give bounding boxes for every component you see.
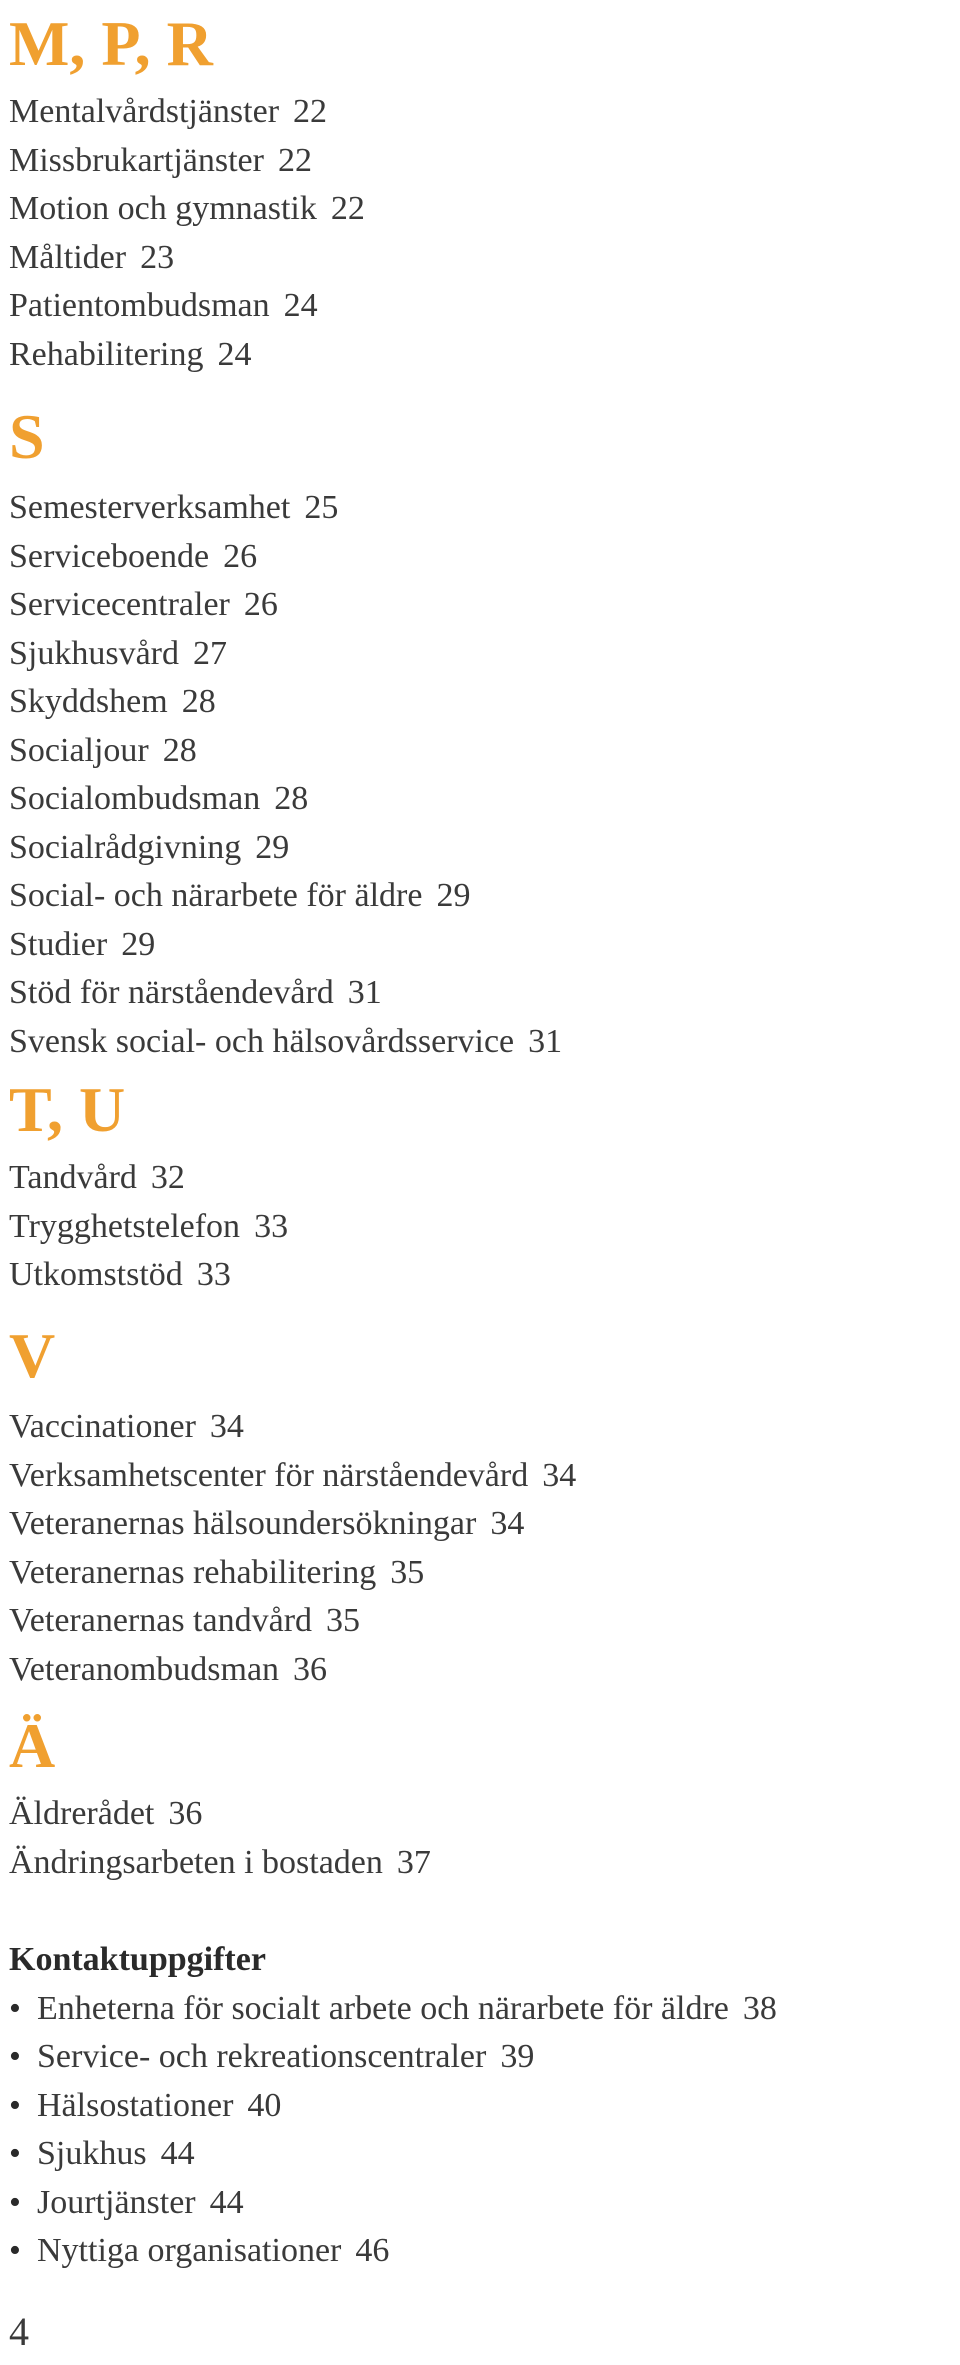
entry-page: 31 [347, 974, 382, 1011]
index-entry[interactable] [9, 775, 562, 824]
contact-item[interactable] [9, 1985, 777, 2034]
contact-item[interactable] [9, 2033, 777, 2082]
entry-label: Servicecentraler [9, 586, 230, 623]
entry-label: Mentalvårdstjänster [9, 93, 280, 130]
index-entry[interactable] [9, 1403, 576, 1452]
entry-page: 29 [436, 877, 471, 914]
contact-item[interactable] [9, 2130, 777, 2179]
index-entry[interactable] [9, 282, 365, 331]
index-entry[interactable] [9, 1203, 288, 1252]
entry-page: 32 [150, 1159, 185, 1196]
section-heading-mpr: M, P, R [9, 8, 213, 79]
section-heading-a-umlaut: Ä [9, 1710, 56, 1781]
index-entry[interactable] [9, 185, 365, 234]
entry-label: Vaccinationer [9, 1408, 196, 1445]
index-entry[interactable] [9, 137, 365, 186]
entry-label: Svensk social- och hälsovårdsservice [9, 1022, 515, 1060]
entry-label: Veteranombudsman [9, 1650, 280, 1688]
entry-label: Rehabilitering [9, 335, 204, 373]
bullet-icon: • [9, 2232, 21, 2269]
entry-page: 27 [193, 634, 227, 672]
entry-page: 37 [396, 1843, 431, 1881]
entry-page: 26 [223, 537, 258, 575]
entry-label: Veteranernas rehabilitering [9, 1553, 377, 1591]
section-heading-s: S [9, 401, 45, 472]
entry-label: Skyddshem [9, 683, 168, 720]
entry-label: Måltider [9, 238, 127, 276]
index-entry[interactable] [9, 484, 562, 533]
entry-page: 23 [140, 238, 175, 276]
entry-page: 28 [162, 731, 197, 769]
index-entry[interactable] [9, 1597, 576, 1646]
section-list-tu [9, 1154, 288, 1300]
index-entry[interactable] [9, 630, 562, 679]
page-number: 4 [9, 2309, 29, 2354]
index-entry[interactable] [9, 1646, 576, 1695]
index-entry[interactable] [9, 872, 562, 921]
index-entry[interactable] [9, 1154, 288, 1203]
contact-item-label: Sjukhus [37, 2135, 147, 2172]
entry-page: 33 [254, 1207, 289, 1245]
entry-label: Äldrerådet [9, 1795, 155, 1832]
entry-page: 22 [293, 93, 328, 130]
entry-label: Missbrukartjänster [9, 141, 264, 179]
entry-page: 36 [293, 1650, 328, 1688]
index-entry[interactable] [9, 727, 562, 776]
section-list-s [9, 484, 562, 1066]
bullet-icon: • [9, 2038, 21, 2075]
entry-label: Socialrådgivning [9, 828, 242, 866]
contact-item-page: 40 [247, 2086, 282, 2124]
section-heading-tu: T, U [9, 1074, 126, 1145]
entry-page: 31 [528, 1022, 563, 1060]
entry-page: 35 [390, 1553, 425, 1591]
index-entry[interactable] [9, 331, 365, 380]
index-entry[interactable] [9, 581, 562, 630]
entry-label: Semesterverksamhet [9, 489, 291, 526]
entry-label: Serviceboende [9, 537, 210, 575]
entry-label: Verksamhetscenter för närståendevård [9, 1456, 529, 1494]
index-entry[interactable] [9, 1251, 288, 1300]
index-entry[interactable] [9, 234, 365, 283]
index-entry[interactable] [9, 1549, 576, 1598]
entry-page: 25 [304, 489, 339, 526]
bullet-icon: • [9, 2183, 21, 2221]
entry-label: Tandvård [9, 1159, 137, 1196]
entry-label: Stöd för närståendevård [9, 974, 334, 1011]
entry-page: 29 [255, 828, 290, 866]
entry-label: Veteranernas hälsoundersökningar [9, 1505, 477, 1542]
entry-page: 29 [121, 925, 156, 963]
contact-item[interactable] [9, 2179, 777, 2228]
entry-label: Motion och gymnastik [9, 190, 317, 227]
index-entry[interactable] [9, 921, 562, 970]
contact-item-label: Hälsostationer [37, 2086, 234, 2124]
entry-label: Ändringsarbeten i bostaden [9, 1843, 383, 1881]
contact-item-label: Enheterna för socialt arbete och närarbete för äldre [37, 1989, 729, 2027]
entry-page: 22 [277, 141, 312, 179]
entry-page: 26 [243, 586, 278, 623]
contact-item[interactable] [9, 2227, 777, 2276]
contact-item-page: 39 [500, 2038, 535, 2075]
index-entry[interactable] [9, 678, 562, 727]
index-entry[interactable] [9, 88, 365, 137]
bullet-icon: • [9, 2135, 21, 2172]
index-entry[interactable] [9, 969, 562, 1018]
section-heading-v: V [9, 1320, 56, 1391]
entry-label: Socialombudsman [9, 780, 261, 817]
index-entry[interactable] [9, 1500, 576, 1549]
section-list-mpr [9, 88, 365, 379]
entry-label: Sjukhusvård [9, 634, 179, 672]
contact-section [9, 1936, 777, 2276]
section-list-v [9, 1403, 576, 1694]
entry-page: 28 [181, 683, 216, 720]
contact-item-page: 38 [742, 1989, 777, 2027]
entry-page: 33 [196, 1256, 231, 1293]
entry-page: 35 [326, 1602, 361, 1639]
index-entry[interactable] [9, 1018, 562, 1067]
entry-page: 24 [283, 287, 318, 324]
contact-item-label: Service- och rekreationscentraler [37, 2038, 487, 2075]
index-entry[interactable] [9, 1839, 431, 1888]
entry-page: 34 [209, 1408, 244, 1445]
contact-item-page: 44 [209, 2183, 244, 2221]
contact-item-page: 44 [160, 2135, 195, 2172]
entry-label: Socialjour [9, 731, 149, 769]
section-list-a-umlaut [9, 1790, 431, 1887]
entry-label: Utkomststöd [9, 1256, 183, 1293]
entry-page: 28 [274, 780, 309, 817]
entry-page: 34 [490, 1505, 525, 1542]
contact-item[interactable] [9, 2082, 777, 2131]
entry-label: Social- och närarbete för äldre [9, 877, 423, 914]
index-entry[interactable] [9, 1790, 431, 1839]
entry-page: 34 [542, 1456, 577, 1494]
index-entry[interactable] [9, 533, 562, 582]
contact-item-label: Jourtjänster [37, 2183, 196, 2221]
entry-label: Patientombudsman [9, 287, 270, 324]
contact-heading: Kontaktuppgifter [9, 1941, 266, 1978]
entry-label: Studier [9, 925, 108, 963]
contact-item-label: Nyttiga organisationer [37, 2232, 342, 2269]
entry-page: 24 [217, 335, 252, 373]
contact-item-page: 46 [355, 2232, 390, 2269]
entry-page: 22 [330, 190, 365, 227]
bullet-icon: • [9, 1989, 21, 2027]
entry-page: 36 [168, 1795, 203, 1832]
bullet-icon: • [9, 2086, 21, 2124]
index-entry[interactable] [9, 824, 562, 873]
entry-label: Veteranernas tandvård [9, 1602, 313, 1639]
index-entry[interactable] [9, 1452, 576, 1501]
entry-label: Trygghetstelefon [9, 1207, 241, 1245]
